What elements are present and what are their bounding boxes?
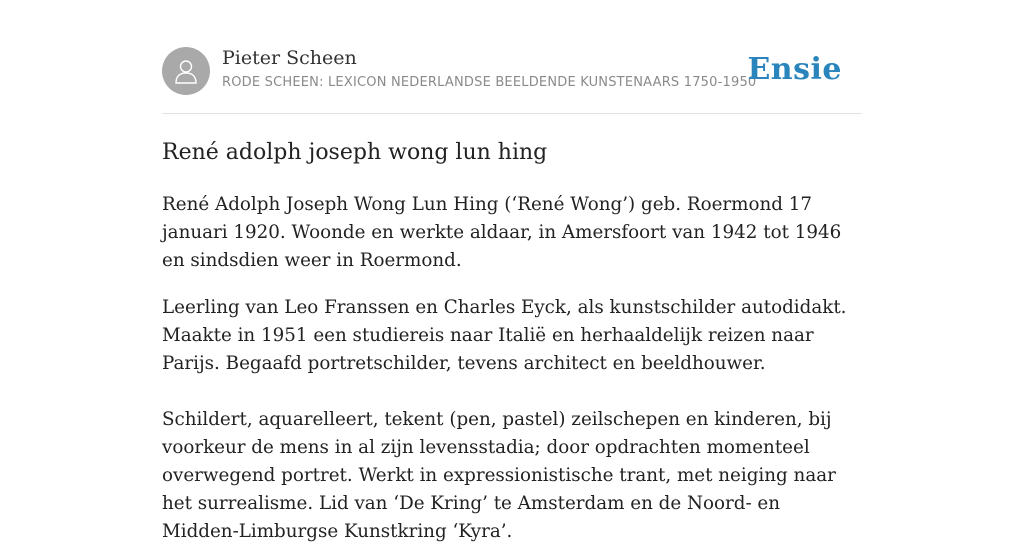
author-block bbox=[222, 46, 756, 91]
article-body bbox=[162, 138, 862, 546]
author-name[interactable]: Pieter Scheen bbox=[222, 47, 357, 69]
source-label[interactable]: RODE SCHEEN: LEXICON NEDERLANDSE BEELDENDE KUNSTENAARS 1750-1950 bbox=[222, 75, 757, 90]
article-paragraph: Schildert, aquarelleert, tekent (pen, pastel) zeilschepen en kinderen, bij voorkeur de mens in al zijn levensstadia; door opdrachten momenteel overwegend portret. Werkt in expressionistische trant, met neiging naar het surrealisme. Lid van ‘De Kring’ te Amsterdam en de Noord- en Midden-Limburgse Kunstkring ‘Kyra’. bbox=[162, 409, 836, 542]
article-title: René adolph joseph wong lun hing bbox=[162, 140, 548, 165]
ensie-logo[interactable]: Ensie bbox=[747, 52, 842, 87]
avatar[interactable] bbox=[162, 47, 210, 95]
header-divider bbox=[162, 113, 862, 114]
article-header bbox=[162, 46, 862, 96]
article-paragraph: René Adolph Joseph Wong Lun Hing (‘René Wong’) geb. Roermond 17 januari 1920. Woonde en werkte aldaar, in Amersfoort van 1942 tot 1946 en sindsdien weer in Roermond. bbox=[162, 194, 842, 271]
user-placeholder-icon bbox=[172, 57, 200, 85]
article-paragraph: Leerling van Leo Franssen en Charles Eyck, als kunstschilder autodidakt. Maakte in 1951 een studiereis naar Italië en herhaaldelijk reizen naar Parijs. Begaafd portretschilder, tevens architect en beeldhouwer. bbox=[162, 297, 847, 374]
